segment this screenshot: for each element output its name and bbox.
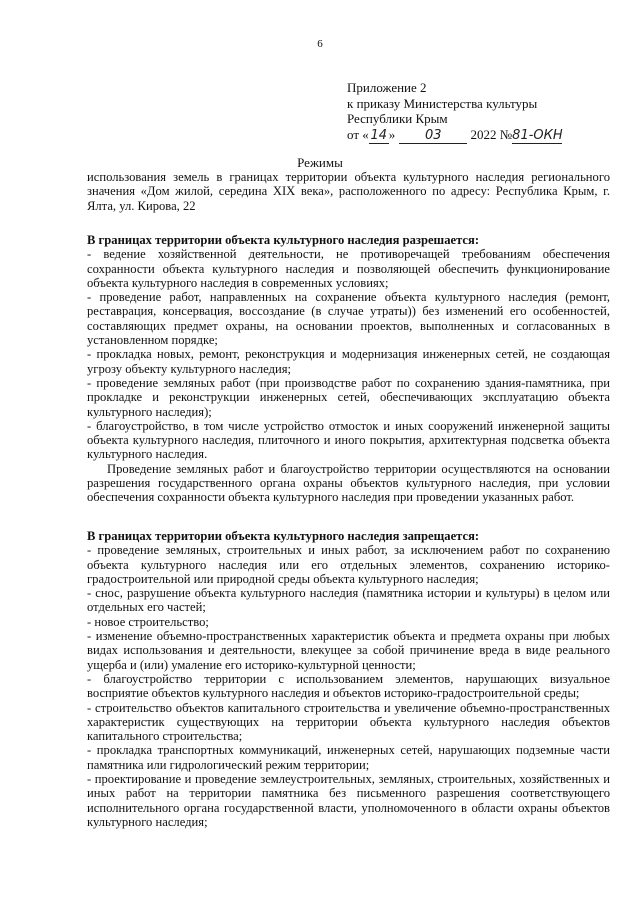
forbidden-item: - проведение земляных, строительных и иных работ, за исключением работ по сохранению объекта культурного наследия или его отдельных элементов, сохранению историко-градостроительной или природной среды объекта культурного наследия; (87, 543, 610, 586)
allowed-item: - благоустройство, в том числе устройство отмосток и иных сооружений инженерной защиты объекта культурного наследия, плиточного и иного покрытия, архитектурная подсветка объекта культурного наследия. (87, 418, 610, 462)
appendix-line-3: Республики Крым (347, 111, 448, 126)
forbidden-item: - изменение объемно-пространственных характеристик объекта и предмета охраны при любых видах использования и деятельности, влекущее за собой причинение вреда в виде реального ущерба и (или) умаление его историко-культурной ценности; (87, 629, 610, 672)
date-prefix: от « (347, 126, 369, 142)
appendix-line-1: Приложение 2 (347, 80, 427, 95)
allowed-heading: В границах территории объекта культурного наследия разрешается: (87, 233, 480, 247)
intro-text: использования земель в границах территории объекта культурного наследия регионального значения «Дом жилой, середина XIX века», расположенного по адресу: Республика Крым, г. Ялта, ул. Кирова, 22 (87, 170, 610, 213)
forbidden-item: - строительство объектов капитального строительства и увеличение объемно-пространственных характеристик существующих на территории объекта культурного наследия объектов капитального строительства; (87, 700, 610, 744)
allowed-note: Проведение земляных работ и благоустройство территории осуществляются на основании разрешения государственного органа охраны объектов культурного наследия, при условии обеспечения сохранности объекта культурного наследия при проведении указанных работ. (87, 461, 610, 505)
forbidden-item: - благоустройство территории с использованием элементов, нарушающих визуальное восприятие объектов культурного наследия и объектов историко-градостроительной среды; (87, 671, 610, 701)
order-number: 81-ОКН (512, 127, 563, 143)
allowed-item: - проведение работ, направленных на сохранение объекта культурного наследия (ремонт, реставрация, консервация, воссоздание (в случае утраты)) без изменений его особенностей, составляющих предмет охраны, на основании проектов, выполненных и согласованных в установленном порядке; (87, 290, 610, 348)
forbidden-item: - проектирование и проведение землеустроительных, земляных, строительных, хозяйственных и иных работ на территории памятника без письменного разрешения соответствующего исполнительного органа государственной власти, уполномоченного в области охраны объектов культурного наследия; (87, 772, 610, 829)
forbidden-item: - новое строительство; (87, 614, 209, 629)
date-quote-close: » (388, 126, 396, 142)
appendix-block (347, 80, 562, 144)
allowed-item: - проведение земляных работ (при производстве работ по сохранению здания-памятника, при прокладке и реконструкции инженерных сетей, обеспечивающих эксплуатацию объекта культурного наследия); (87, 375, 610, 419)
intro-paragraph (87, 170, 610, 213)
page-number: 6 (317, 38, 323, 50)
appendix-date-line (347, 127, 562, 145)
appendix-line-2: к приказу Министерства культуры (347, 95, 538, 111)
document-title: Режимы (297, 155, 343, 170)
allowed-item: - прокладка новых, ремонт, реконструкция и модернизация инженерных сетей, не создающая угрозу объекту культурного наследия; (87, 347, 610, 376)
order-day: 14 (370, 127, 388, 143)
forbidden-section (87, 529, 610, 829)
order-month: 03 (399, 128, 467, 145)
forbidden-heading: В границах территории объекта культурного наследия запрещается: (87, 529, 480, 543)
allowed-item: - ведение хозяйственной деятельности, не противоречащей требованиям обеспечения сохранности объекта культурного наследия и позволяющей обеспечить функционирование объекта культурного наследия в современных условиях; (87, 247, 610, 290)
order-year: 2022 № (470, 126, 513, 142)
allowed-section (87, 233, 610, 505)
forbidden-item: - снос, разрушение объекта культурного наследия (памятника истории и культуры) в целом или отдельных его частей; (87, 586, 610, 615)
forbidden-item: - прокладка транспортных коммуникаций, инженерных сетей, нарушающих подземные части памятника или гидрологический режим территории; (87, 743, 610, 772)
